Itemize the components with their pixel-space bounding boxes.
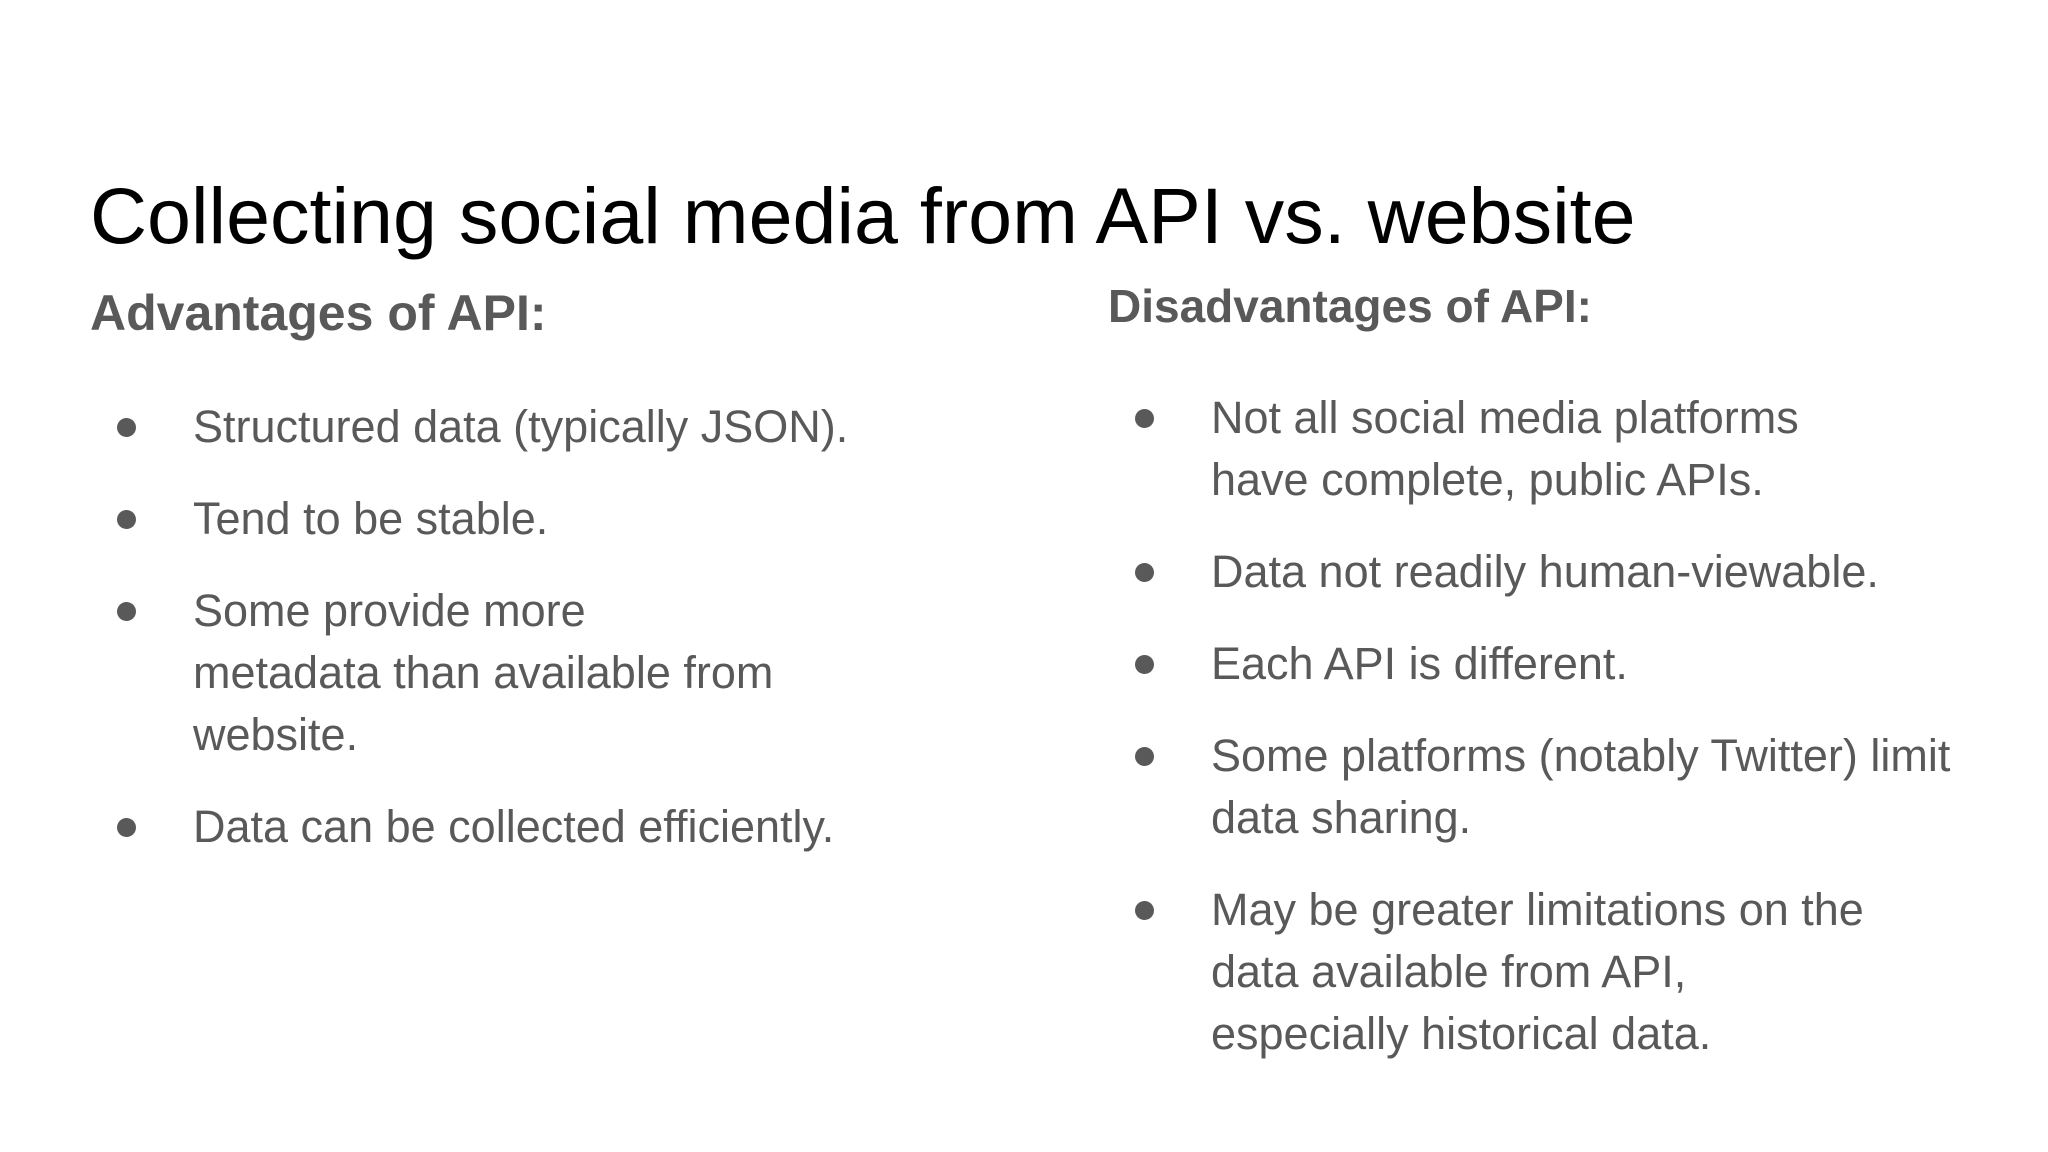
bullet-icon [1135, 901, 1154, 920]
bullet-icon [117, 418, 136, 437]
advantage-text: Data can be collected efficiently. [193, 801, 835, 852]
bullet-icon [1135, 409, 1154, 428]
disadvantage-item [1108, 387, 2008, 511]
advantages-column [90, 278, 1010, 888]
advantages-heading: Advantages of API: [90, 285, 547, 341]
disadvantage-text: Some platforms (notably Twitter) limit data sharing. [1211, 730, 1951, 843]
advantage-text: Some provide more metadata than available from website. [193, 585, 774, 760]
advantage-item [90, 396, 1010, 458]
disadvantages-column [1108, 274, 2008, 1095]
bullet-icon [1135, 563, 1154, 582]
disadvantage-item [1108, 633, 2008, 695]
advantages-list [90, 396, 1010, 858]
disadvantage-item [1108, 725, 2008, 849]
disadvantage-text: Each API is different. [1211, 638, 1628, 689]
disadvantage-item [1108, 879, 2008, 1065]
bullet-icon [1135, 655, 1154, 674]
bullet-icon [117, 818, 136, 837]
advantage-text: Tend to be stable. [193, 493, 549, 544]
advantage-item [90, 796, 1010, 858]
bullet-icon [117, 510, 136, 529]
disadvantages-list [1108, 387, 2008, 1065]
disadvantage-text: Data not readily human-viewable. [1211, 546, 1879, 597]
disadvantages-heading: Disadvantages of API: [1108, 280, 1592, 332]
bullet-icon [1135, 747, 1154, 766]
bullet-icon [117, 602, 136, 621]
disadvantage-text: Not all social media platforms have complete, public APIs. [1211, 392, 1799, 505]
advantage-item [90, 580, 1010, 766]
disadvantage-item [1108, 541, 2008, 603]
disadvantage-text: May be greater limitations on the data available from API, especially historical data. [1211, 884, 1864, 1059]
advantage-item [90, 488, 1010, 550]
advantage-text: Structured data (typically JSON). [193, 401, 849, 452]
slide-title: Collecting social media from API vs. website [90, 170, 1636, 260]
